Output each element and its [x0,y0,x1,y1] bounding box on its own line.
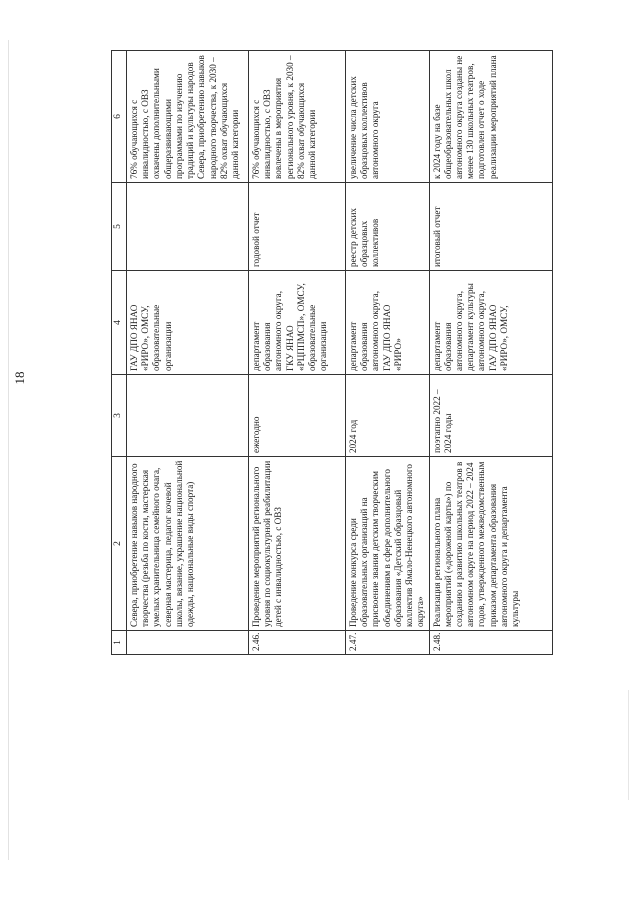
term-cell: 2024 год [346,375,430,457]
indicator-cell: увеличение числа детских образцовых коллективов автономного округа [346,51,430,183]
table-row [249,51,346,655]
table-row [346,51,430,655]
column-header: 1 [112,631,127,655]
result-cell: годовой отчет [249,183,346,271]
row-number-cell: 2.48. [429,631,552,655]
executor-cell: департамент образования автономного округа, ГКУ ЯНАО «РЦППМСП», ОМСУ, образовательные организации [249,271,346,375]
column-header: 4 [112,271,127,375]
term-cell: ежегодно [249,375,346,457]
result-cell: итоговый отчет [429,183,552,271]
table-row [127,51,249,655]
row-number-cell [127,631,249,655]
executor-cell: департамент образования автономного округа, департамент культуры автономного округа, ГАУ ДПО ЯНАО «РИРО», ОМСУ, [429,271,552,375]
rotated-table-page [111,51,571,655]
event-cell: Севера, приобретение навыков народного творчества (резьба по кости, мастерская умелых хранительница семейного очага, северная мастерица, педагог кочевой школы, вязание, украшение национальной одежды, национальные виды спорта) [127,457,249,631]
term-cell [127,375,249,457]
scan-edge-mark [628,690,629,800]
term-cell: поэтапно 2022 – 2024 годы [429,375,552,457]
result-cell: реестр детских образцовых коллективов [346,183,430,271]
table-row [429,51,552,655]
event-cell: Проведение конкурса среди образовательных организаций на присвоение звания детским творческим объединениям в сфере дополнительного образования «Детский образцовый коллектив Ямало-Ненецкого автономного округа» [346,457,430,631]
event-cell: Проведение мероприятий регионального уровня по социокультурной реабилитации детей с инвалидностью, с ОВЗ [249,457,346,631]
column-header: 6 [112,51,127,183]
indicator-cell: 76% обучающихся с инвалидностью, с ОВЗ вовлечены в мероприятия регионального уровня, к 2030 – 82% охват обучающихся данной категории [249,51,346,183]
column-header: 3 [112,375,127,457]
executor-cell: департамент образования автономного округа, ГАУ ДПО ЯНАО «РИРО» [346,271,430,375]
column-header: 5 [112,183,127,271]
column-header: 2 [112,457,127,631]
indicator-cell: к 2024 году на базе общеобразовательных школ автономного округа созданы не менее 130 школьных театров, подготовлен отчет о ходе реализации мероприятий плана [429,51,552,183]
row-number-cell: 2.46. [249,631,346,655]
event-cell: Реализация регионального плана мероприятий («дорожной карты») по созданию и развитию школьных театров в автономном округе на период 2022 – 2024 годов, утвержденного межведомственным приказом департамента образования автономного округа и департамента культуры [429,457,552,631]
result-cell [127,183,249,271]
row-number-cell: 2.47. [346,631,430,655]
page-number: 18 [12,371,27,385]
header-row [112,51,127,655]
executor-cell: ГАУ ДПО ЯНАО «РИРО», ОМСУ, образовательные организации [127,271,249,375]
indicator-cell: 76% обучающихся с инвалидностью, с ОВЗ охвачены дополнительными общеразвивающими программами по изучению традиций и культуры народов Севера, приобретению навыков народного творчества, к 2030 – 82% охват обучающихся данной категории [127,51,249,183]
plan-table [111,50,553,655]
scan-edge-mark [8,40,9,860]
